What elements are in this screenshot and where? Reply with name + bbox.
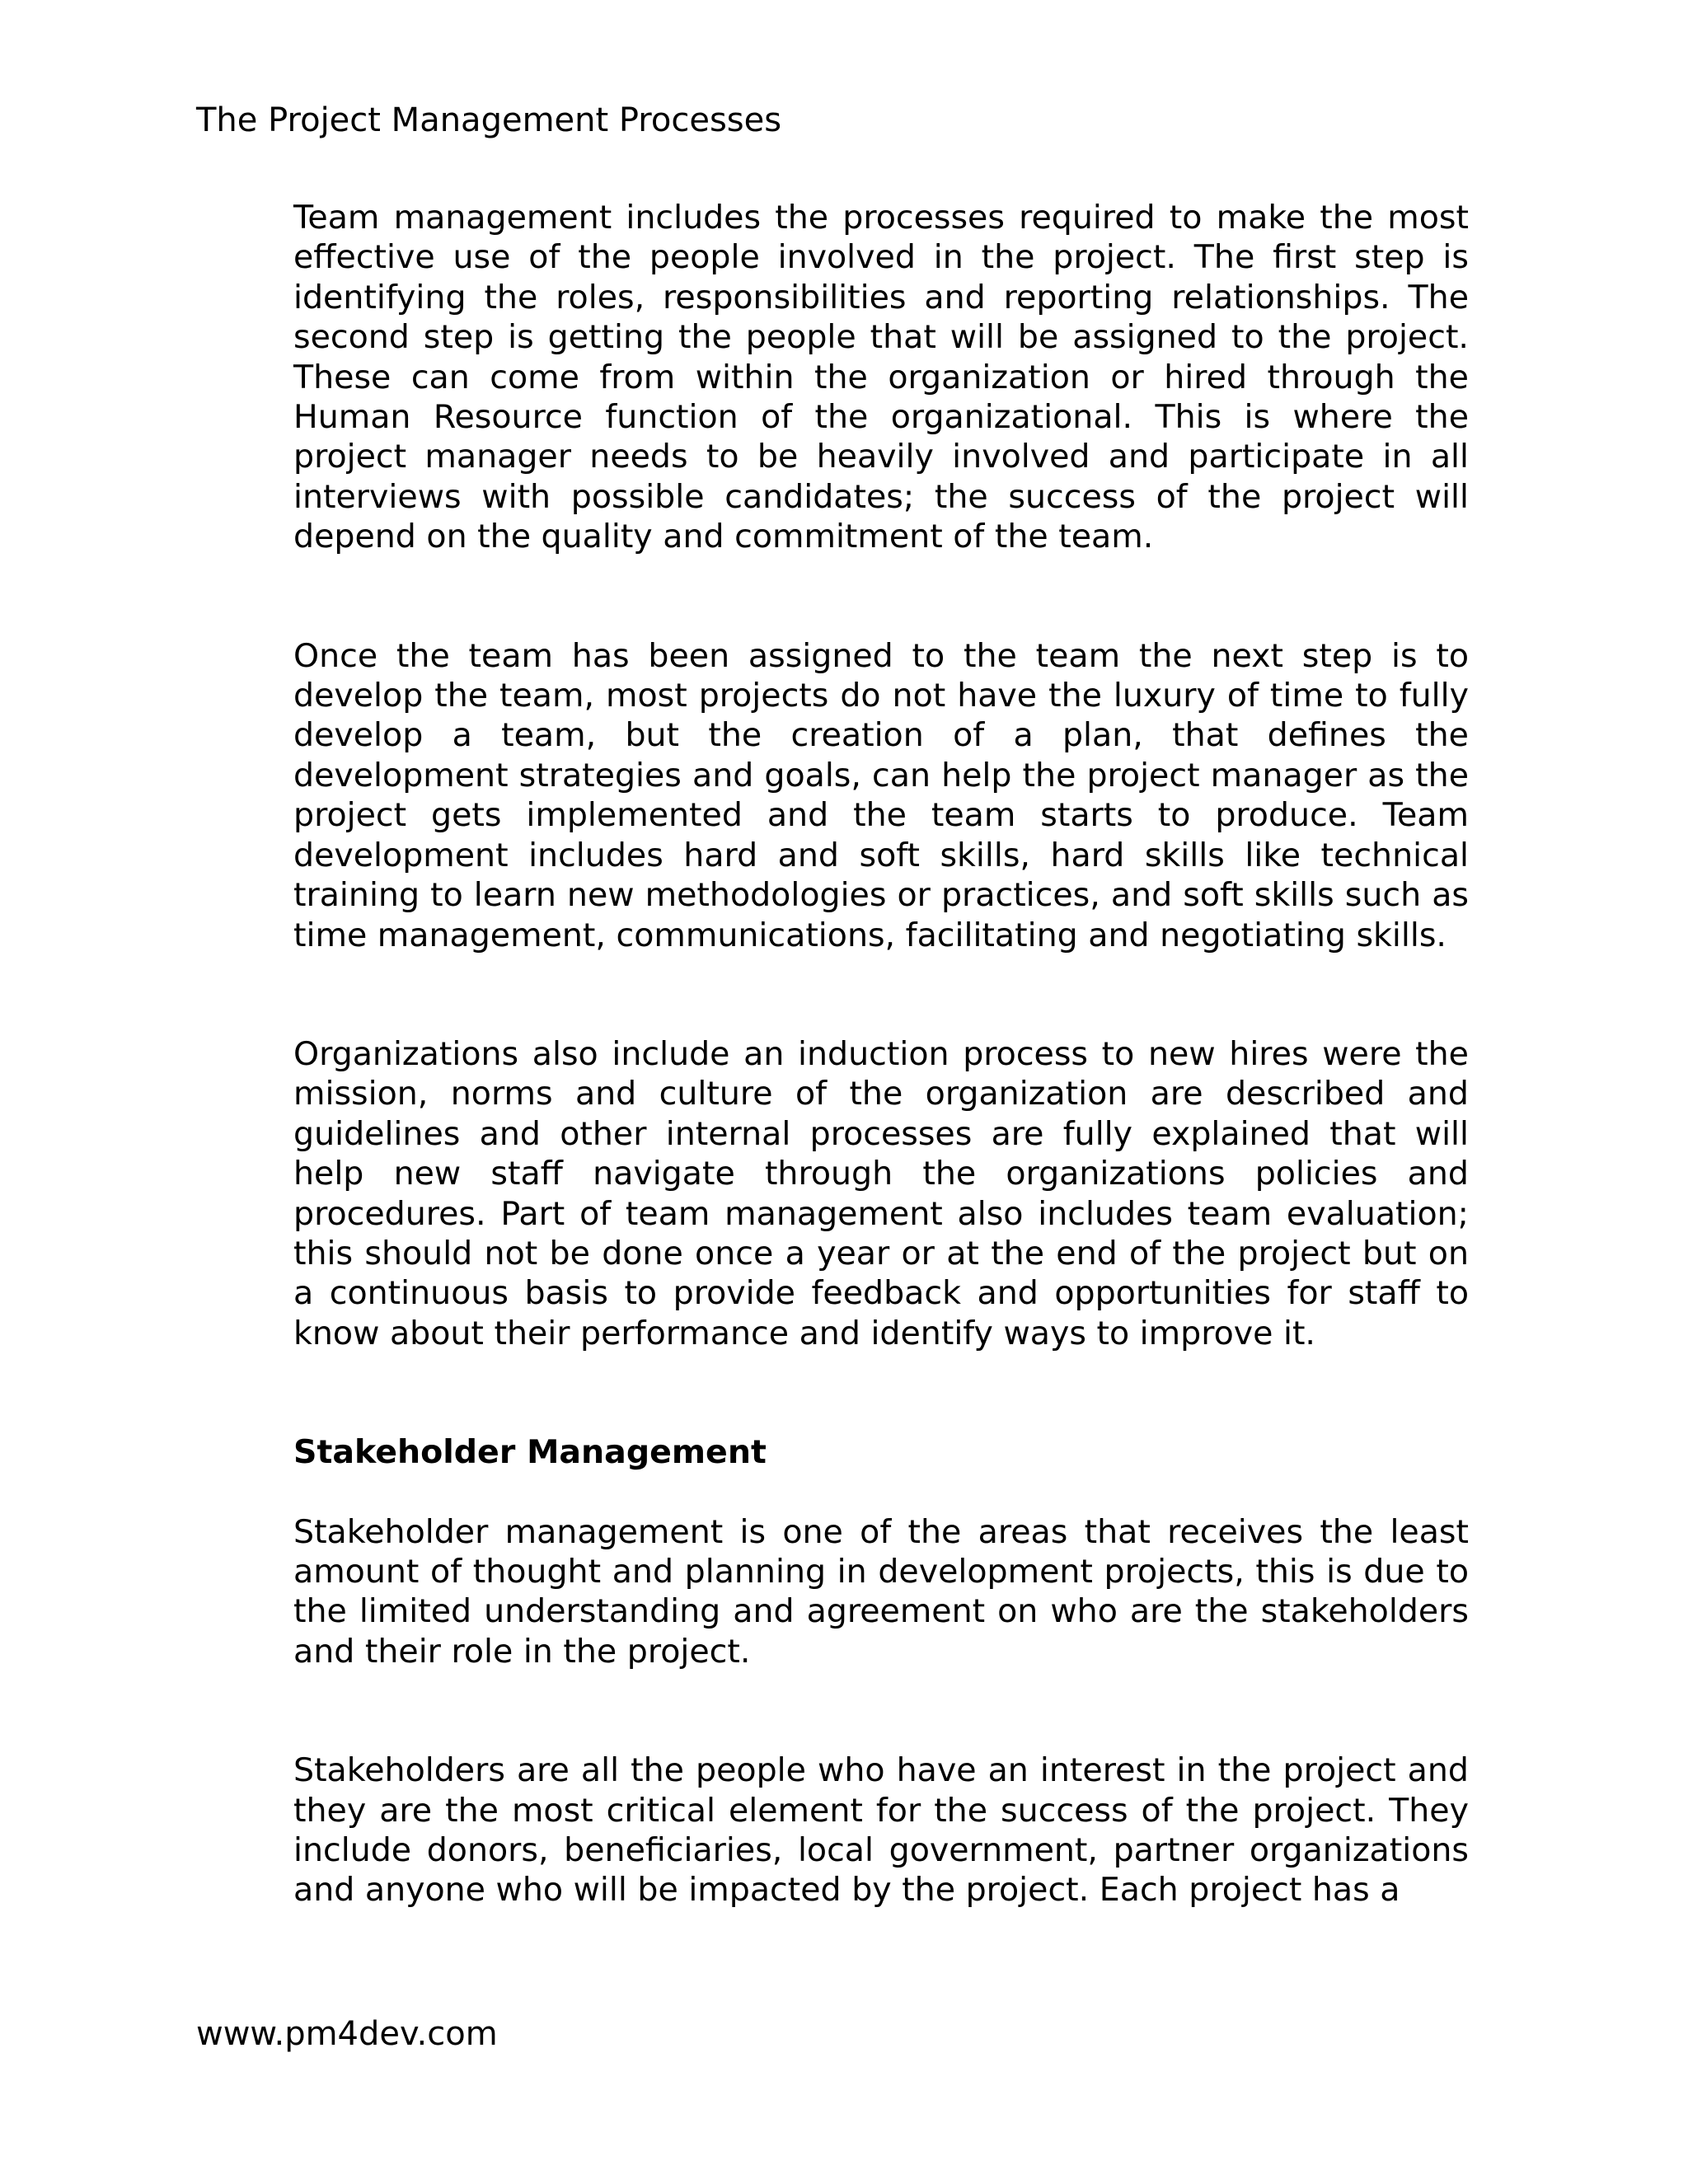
paragraph-stakeholders-definition: Stakeholders are all the people who have an interest in the project and they are the most critical element for the success of the project. They include donors, beneficiaries, local government, partner organizations and anyone who will be impacted by the project. Each project has a <box>293 1751 1469 1910</box>
document-body <box>293 198 1469 1910</box>
paragraph-team-development: Once the team has been assigned to the team the next step is to develop the team, most projects do not have the luxury of time to fully develop a team, but the creation of a plan, that defines the development strategies and goals, can help the project manager as the project gets implemented and the team starts to produce. Team development includes hard and soft skills, hard skills like technical training to learn new methodologies or practices, and soft skills such as time management, communications, facilitating and negotiating skills. <box>293 636 1469 954</box>
page-footer-url: www.pm4dev.com <box>196 2015 498 2053</box>
paragraph-stakeholder-management: Stakeholder management is one of the areas that receives the least amount of thought and planning in development projects, this is due to the limited understanding and agreement on who are the stakeholders and their role in the project. <box>293 1512 1469 1671</box>
page-header-title: The Project Management Processes <box>196 101 782 139</box>
paragraph-team-management: Team management includes the processes required to make the most effective use of the people involved in the project. The first step is identifying the roles, responsibilities and reporting relationships. The second step is getting the people that will be assigned to the project. These can come from within the organization or hired through the Human Resource function of the organizational. This is where the project manager needs to be heavily involved and participate in all interviews with possible candidates; the success of the project will depend on the quality and commitment of the team. <box>293 199 1469 556</box>
section-heading-stakeholder-management: Stakeholder Management <box>293 1433 767 1472</box>
paragraph-induction-process: Organizations also include an induction process to new hires were the mission, norms and culture of the organization are described and guidelines and other internal processes are fully explained that will help new staff navigate through the organizations policies and procedures. Part of team management also includes team evaluation; this should not be done once a year or at the end of the project but on a continuous basis to provide feedback and opportunities for staff to know about their performance and identify ways to improve it. <box>293 1034 1469 1352</box>
